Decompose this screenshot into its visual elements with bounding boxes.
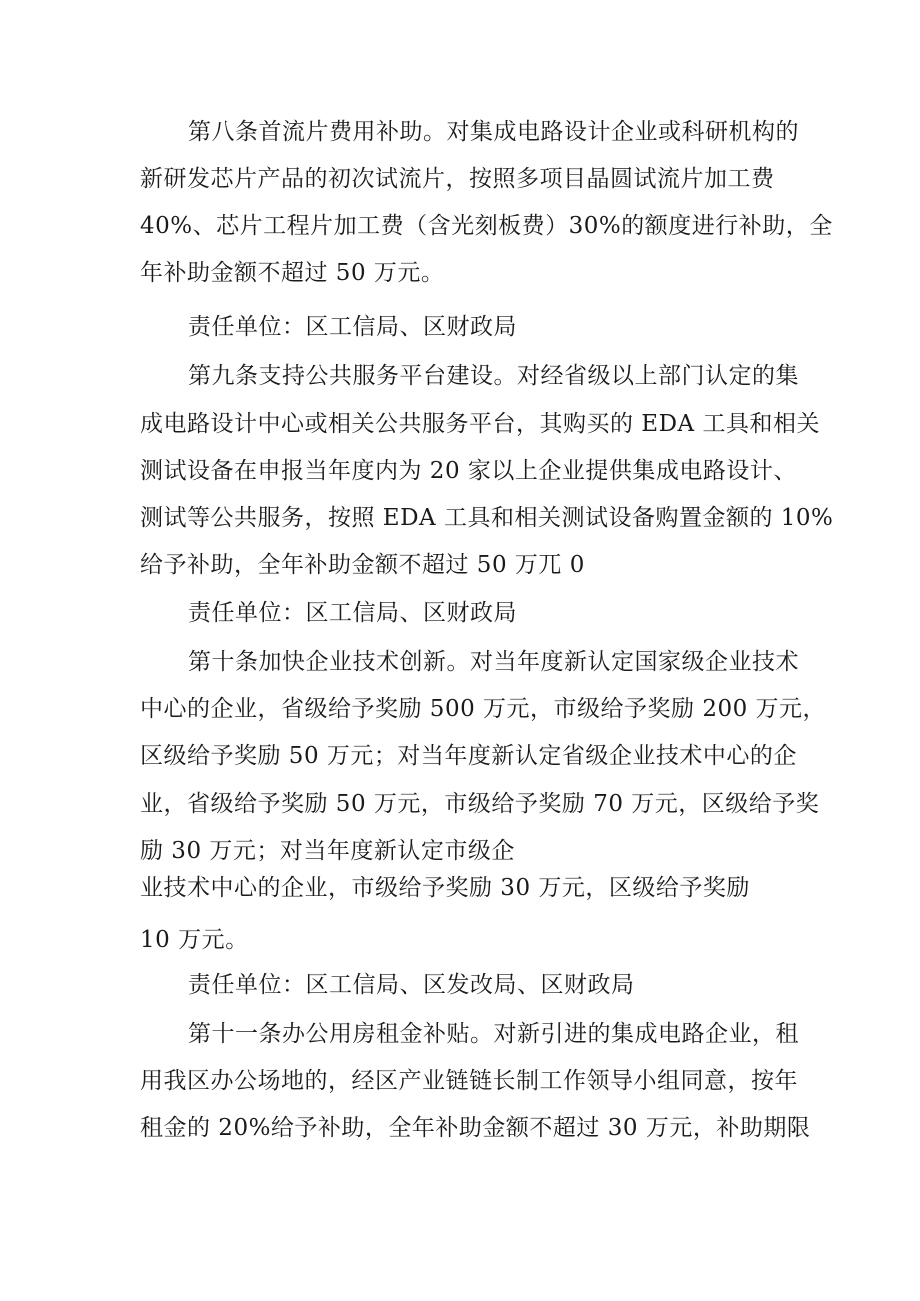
article-9-line-3: 测试设备在申报当年度内为 20 家以上企业提供集成电路设计、: [140, 458, 797, 484]
article-9-line-2: 成电路设计中心或相关公共服务平台，其购买的 EDA 工具和相关: [140, 411, 820, 437]
article-10-responsible: 责任单位：区工信局、区发改局、区财政局: [188, 972, 635, 998]
article-10-line-6: 业技术中心的企业，市级给予奖励 30 万元，区级给予奖励: [140, 875, 750, 901]
article-10-line-1: 第十条加快企业技术创新。对当年度新认定国家级企业技术: [188, 649, 799, 675]
article-8-line-4: 年补助金额不超过 50 万元。: [140, 260, 445, 286]
article-11-line-2: 用我区办公场地的，经区产业链链长制工作领导小组同意，按年: [140, 1068, 798, 1094]
article-11-line-3: 租金的 20%给予补助，全年补助金额不超过 30 万元，补助期限: [140, 1115, 811, 1141]
article-8-line-1: 第八条首流片费用补助。对集成电路设计企业或科研机构的: [188, 119, 799, 145]
article-9-line-5: 给予补助，全年补助金额不超过 50 万兀 0: [140, 552, 585, 578]
article-10-line-7: 10 万元。: [140, 927, 249, 953]
article-10-line-4: 业，省级给予奖励 50 万元，市级给予奖励 70 万元，区级给予奖: [140, 791, 820, 817]
article-8-line-2: 新研发芯片产品的初次试流片，按照多项目晶圆试流片加工费: [140, 166, 775, 192]
article-10-line-3: 区级给予奖励 50 万元；对当年度新认定省级企业技术中心的企: [140, 743, 797, 769]
article-10-line-2: 中心的企业，省级给予奖励 500 万元，市级给予奖励 200 万元，: [140, 696, 827, 722]
article-8-line-3: 40%、芯片工程片加工费（含光刻板费）30%的额度进行补助，全: [140, 213, 833, 239]
article-10-line-5: 励 30 万元；对当年度新认定市级企: [140, 838, 515, 864]
article-8-responsible: 责任单位：区工信局、区财政局: [188, 314, 517, 340]
article-9-line-4: 测试等公共服务，按照 EDA 工具和相关测试设备购置金额的 10%: [140, 505, 834, 531]
article-9-responsible: 责任单位：区工信局、区财政局: [188, 600, 517, 626]
article-9-line-1: 第九条支持公共服务平台建设。对经省级以上部门认定的集: [188, 363, 799, 389]
article-11-line-1: 第十一条办公用房租金补贴。对新引进的集成电路企业，租: [188, 1021, 799, 1047]
